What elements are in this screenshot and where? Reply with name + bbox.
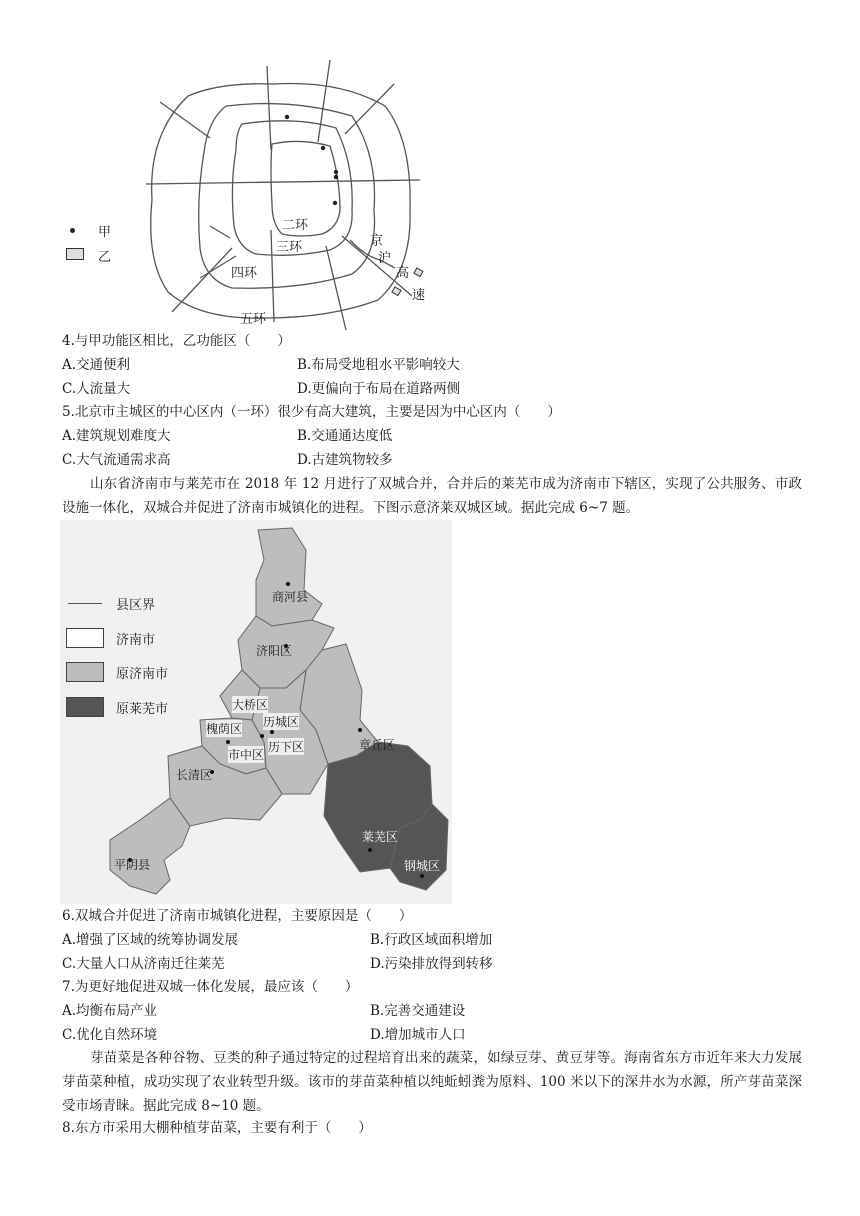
legend-boundary-line [68,603,102,604]
q4-option-c[interactable]: C.人流量大 [62,381,131,397]
q5-stem: 5.北京市主城区的中心区内（一环）很少有高大建筑，主要是因为中心区内（ ） [62,404,561,420]
q6-option-a[interactable]: A.增强了区域的统筹协调发展 [62,932,239,948]
q7-stem: 7.为更好地促进双城一体化发展，最应该（ ） [62,979,359,995]
district-jiyang: 济阳区 [256,644,293,658]
district-changqing: 长清区 [176,768,213,782]
q6-option-b[interactable]: B.行政区域面积增加 [370,932,493,948]
map-dot [285,115,289,119]
ring4-label: 四环 [231,266,258,281]
q6-option-d[interactable]: D.污染排放得到转移 [370,956,493,972]
legend-boundary-label: 县区界 [116,598,156,613]
ring2-label: 二环 [282,218,309,233]
map-dot [334,170,338,174]
legend-orig-jinan-swatch [66,662,104,682]
legend-dot-label: 甲 [98,225,112,240]
legend-jinan-label: 济南市 [116,633,156,648]
district-shanghe: 商河县 [272,590,309,604]
legend-rect-label: 乙 [98,250,112,265]
map-rect [414,268,423,277]
q7-option-c[interactable]: C.优化自然环境 [62,1027,158,1043]
ring3-label: 三环 [276,240,303,255]
q4-stem: 4.与甲功能区相比，乙功能区（ ） [62,333,291,349]
district-pingyin: 平阴县 [114,858,151,872]
q7-option-b[interactable]: B.完善交通建设 [370,1003,466,1019]
legend-orig-jinan-label: 原济南市 [116,667,169,682]
highway-char-3: 高 [396,266,410,281]
ring5-label: 五环 [240,312,267,327]
q5-option-c[interactable]: C.大气流通需求高 [62,452,171,468]
passage-sprouts: 芽苗菜是各种谷物、豆类的种子通过特定的过程培育出来的蔬菜，如绿豆芽、黄豆芽等。海南省东方市近年来大力发展芽苗菜种植，成功实现了农业转型升级。该市的芽苗菜种植以纯蚯蚓粪为原料、100 米以下的深井水为水源，所产芽苗菜深受市场青睐。据此完成 8~10 题。 [62,1050,802,1114]
legend-orig-laiwu-swatch [66,697,104,717]
q8-stem: 8.东方市采用大棚种植芽苗菜，主要有利于（ ） [62,1120,372,1136]
q6-stem: 6.双城合并促进了济南市城镇化进程，主要原因是（ ） [62,908,413,924]
q4-option-b[interactable]: B.布局受地租水平影响较大 [297,357,460,373]
beijing-ring-road-map [60,60,440,330]
map-dot [321,146,325,150]
q5-option-a[interactable]: A.建筑规划难度大 [62,428,171,444]
legend-rect-icon [66,248,84,260]
district-laiwu: 莱芜区 [362,830,399,844]
highway-char-1: 京 [370,234,384,249]
legend-dot-icon [70,228,75,233]
passage-jinan-laiwu: 山东省济南市与莱芜市在 2018 年 12 月进行了双城合并，合并后的莱芜市成为济南市下辖区，实现了公共服务、市政设施一体化，双城合并促进了济南市城镇化的进程。下图示意济莱双城区域。据此完成 6~7 题。 [62,476,802,516]
map-dot [333,201,337,205]
district-lixia: 历下区 [268,740,305,754]
highway-char-2: 沪 [378,251,392,266]
map-rect [392,287,401,296]
district-huaiyin: 槐荫区 [206,722,243,736]
q7-option-a[interactable]: A.均衡布局产业 [62,1003,158,1019]
district-gangcheng: 钢城区 [404,859,441,873]
district-zhangqiu: 章丘区 [359,738,396,752]
map-dot [334,175,338,179]
q7-option-d[interactable]: D.增加城市人口 [370,1027,466,1043]
district-shizhong: 市中区 [228,748,265,762]
legend-orig-laiwu-label: 原莱芜市 [116,702,169,717]
district-daqiao: 大桥区 [232,698,269,712]
q6-option-c[interactable]: C.大量人口从济南迁往莱芜 [62,956,225,972]
highway-char-4: 速 [412,288,426,303]
q5-option-b[interactable]: B.交通通达度低 [297,428,393,444]
q5-option-d[interactable]: D.古建筑物较多 [297,452,393,468]
district-licheng: 历城区 [263,715,300,729]
q4-option-d[interactable]: D.更偏向于布局在道路两侧 [297,381,461,397]
legend-jinan-swatch [66,628,104,648]
q4-option-a[interactable]: A.交通便利 [62,357,131,373]
